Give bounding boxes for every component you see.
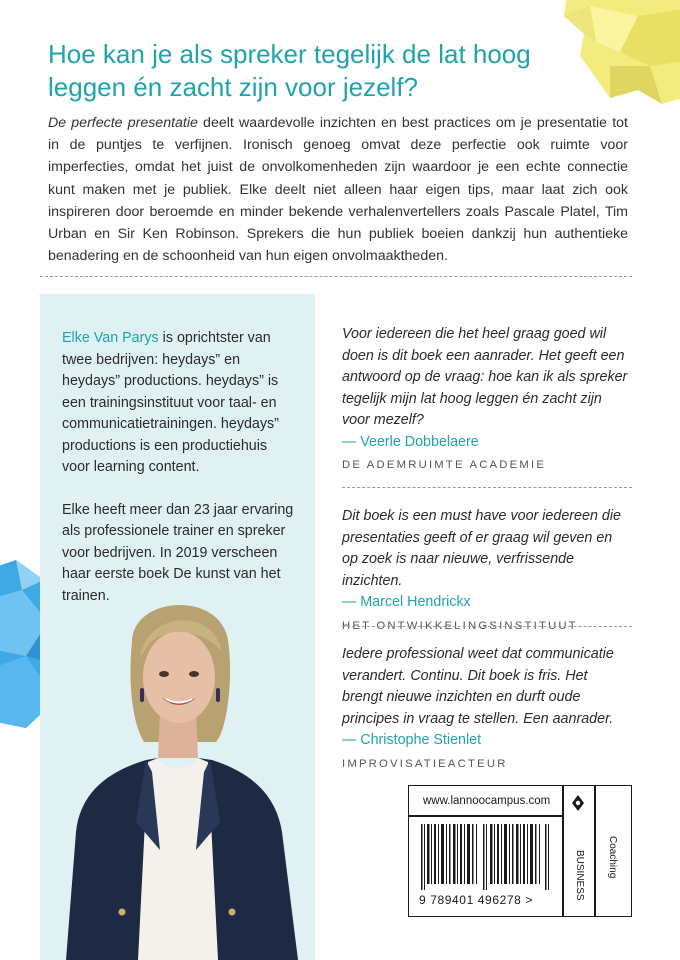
quote-2-organization: HET ONTWIKKELINGSINSTITUUT xyxy=(342,619,578,632)
bio-paragraph-1-text: is oprichtster van twee bedrijven: heydays” en heydays” productions. heydays” is een trainingsinstituut voor taal- en communicatietrainingen. heydays” productions is een productiehuis voor learning content. xyxy=(62,330,279,475)
quote-2 xyxy=(342,506,632,637)
quote-3-organization: IMPROVISATIEACTEUR xyxy=(342,757,508,770)
quote-3-author: — Christophe Stienlet xyxy=(342,732,482,748)
bio-paragraph-1 xyxy=(62,328,294,479)
category-coaching: Coaching xyxy=(607,836,618,879)
intro-text: deelt waardevolle inzichten en best practices om je presentatie tot in de puntjes te verfijnen. Ironisch genoeg omvat deze perfectie ook ruimte voor imperfecties, omdat het juist de onvolkomenheden zijn waardoor je een echte connectie kunt maken met je publiek. Elke deelt niet alleen haar eigen tips, maar laat zich ook inspireren door beroemde en minder bekende verhalenvertellers zoals Pascale Platel, Tim Urban en Sir Ken Robinson. Sprekers die hun publiek boeien dankzij hun authentieke benadering en de schoonheid van hun eigen onvolmaaktheden. xyxy=(48,115,628,265)
publisher-url: www.lannoocampus.com xyxy=(423,795,551,807)
quote-1-author: — Veerle Dobbelaere xyxy=(342,433,479,450)
quote-2-author: — Marcel Hendrickx xyxy=(342,594,471,610)
category-business: BUSINESS xyxy=(574,850,585,901)
bio-paragraph-2: Elke heeft meer dan 23 jaar ervaring als professionele trainer en spreker voor bedrijven. In 2019 verscheen haar eerste boek De kunst van het trainen. xyxy=(62,501,294,604)
barcode-image xyxy=(419,824,555,890)
isbn-number: 9 789401 496278 > xyxy=(419,893,533,907)
divider-top xyxy=(40,276,632,277)
quote-3-text: Iedere professional weet dat communicatie verandert. Continu. Dit boek is fris. Het brengt nieuwe inzichten en durft oude principes in vraag te stellen. Een aanrader. xyxy=(342,646,614,727)
intro-paragraph xyxy=(48,112,628,267)
divider-quote-1 xyxy=(342,487,632,488)
quote-1 xyxy=(342,324,632,477)
book-title: De perfecte presentatie xyxy=(48,115,198,131)
author-portrait-photo xyxy=(36,582,316,960)
author-name: Elke Van Parys xyxy=(62,330,159,346)
quote-1-organization: DE ADEMRUIMTE ACADEMIE xyxy=(342,459,547,471)
quote-2-text: Dit boek is een must have voor iedereen die presentaties geeft of er graag wil geven en op zoek is naar nieuwe, verfrissende inzichten. xyxy=(342,508,621,589)
publisher-logo-icon xyxy=(569,794,587,812)
quote-1-text: Voor iedereen die het heel graag goed wil doen is dit boek een aanrader. Het geeft een antwoord op de vraag: hoe kan ik als spreker tegelijk mijn lat hoog leggen én zacht zijn voor mezelf? xyxy=(342,326,628,428)
quote-3 xyxy=(342,644,632,775)
divider-quote-2 xyxy=(342,626,632,627)
barcode-box xyxy=(408,785,632,917)
back-cover-heading: Hoe kan je als spreker tegelijk de lat hoog leggen én zacht zijn voor jezelf? xyxy=(48,39,531,102)
